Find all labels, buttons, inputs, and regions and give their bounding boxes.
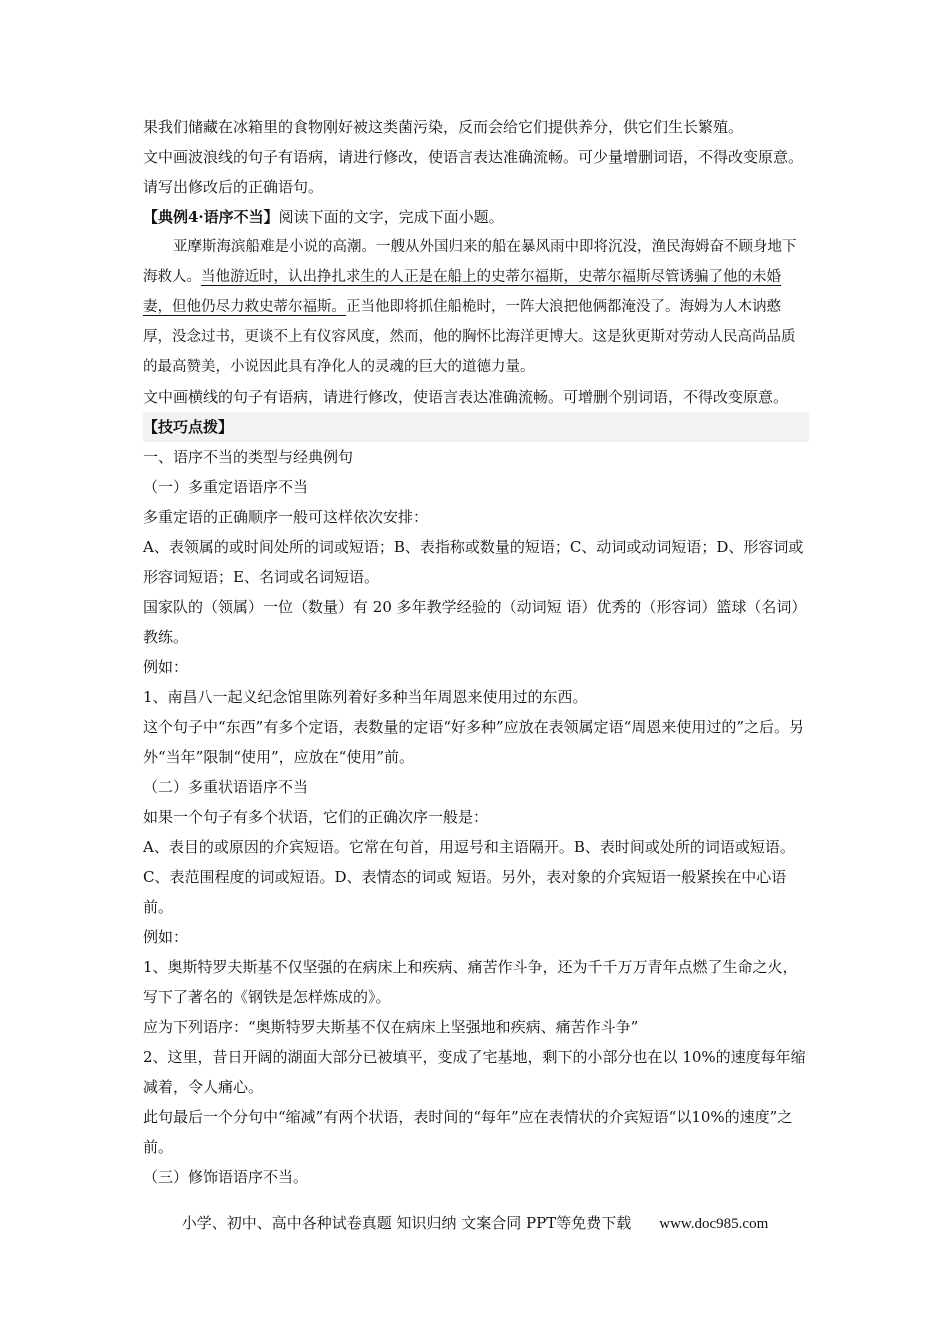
subsection-modifier: （三）修饰语语序不当。: [143, 1168, 309, 1186]
document-body: [143, 112, 809, 1192]
question-wavy-line: 文中画波浪线的句子有语病，请进行修改，使语言表达准确流畅。可少量增删词语，不得改变原意。请写出修改后的正确语句。: [143, 148, 804, 196]
example-4-heading: [143, 202, 809, 232]
adverbial-example-1-note: 应为下列语序：“奥斯特罗夫斯基不仅在病床上坚强地和疾病、痛苦作斗争”: [143, 1018, 639, 1036]
attributive-intro: 多重定语的正确顺序一般可这样依次安排：: [143, 508, 429, 526]
subsection-adverbial: （二）多重状语语序不当: [143, 778, 309, 796]
example-label: 例如：: [143, 928, 189, 946]
adverbial-example-1: 1、奥斯特罗夫斯基不仅坚强的在病床上和疾病、痛苦作斗争，还为千千万万青年点燃了生命之火，写下了著名的《钢铁是怎样炼成的》。: [143, 958, 798, 1006]
attributive-order-list: A、表领属的或时间处所的词或短语；B、表指称或数量的短语；C、动词或动词短语；D、形容词或形容词短语；E、名词或名词短语。: [143, 538, 804, 586]
tips-heading: 【技巧点拨】: [143, 412, 809, 442]
section-1-title: 一、语序不当的类型与经典例句: [143, 448, 354, 466]
attributive-example-1-note: 这个句子中“东西”有多个定语，表数量的定语“好多种”应放在表领属定语“周恩来使用过的”之后。另外“当年”限制“使用”，应放在“使用”前。: [143, 718, 805, 766]
story-part-a: 亚摩斯海滨船难是小说的高潮。一艘从外国归来的船在暴风雨中即将沉没，渔民海姆奋不顾身地下海救人。: [143, 239, 797, 285]
adverbial-intro: 如果一个句子有多个状语，它们的正确次序一般是：: [143, 808, 489, 826]
paragraph-food-contamination: 果我们储藏在冰箱里的食物刚好被这类菌污染，反而会给它们提供养分，供它们生长繁殖。: [143, 118, 744, 136]
adverbial-example-2: 2、这里，昔日开阔的湖面大部分已被填平，变成了宅基地，剩下的小部分也在以 10%的速度每年缩减着，令人痛心。: [143, 1048, 806, 1096]
footer-site-link[interactable]: www.doc985.com: [659, 1216, 769, 1232]
story-passage: [143, 232, 809, 382]
example-label: 例如：: [143, 658, 189, 676]
adverbial-order-list: A、表目的或原因的介宾短语。它常在句首，用逗号和主语隔开。B、表时间或处所的词语或短语。C、表范围程度的词或短语。D、表情态的词或 短语。另外，表对象的介宾短语一般紧挨在中心语前。: [143, 838, 795, 916]
story-underlined-sentence: 当他游近时，认出挣扎求生的人正是在船上的史蒂尔福斯，史蒂尔福斯尽管诱骗了他的未婚妻，但他仍尽力救史蒂尔福斯。: [143, 269, 781, 315]
question-underline: 文中画横线的句子有语病，请进行修改，使语言表达准确流畅。可增删个别词语，不得改变原意。: [143, 388, 789, 406]
subsection-attributive: （一）多重定语语序不当: [143, 478, 309, 496]
example-4-intro: 阅读下面的文字，完成下面小题。: [278, 208, 504, 226]
example-4-title: 【典例4·语序不当】: [143, 208, 279, 226]
attributive-sample: 国家队的（领属）一位（数量）有 20 多年教学经验的（动词短 语）优秀的（形容词）篮球（名词）教练。: [143, 598, 807, 646]
adverbial-example-2-note: 此句最后一个分句中“缩减”有两个状语，表时间的“每年”应在表情状的介宾短语“以10%的速度”之前。: [143, 1108, 793, 1156]
footer-text: 小学、初中、高中各种试卷真题 知识归纳 文案合同 PPT等免费下载: [181, 1214, 632, 1232]
story-part-b: 正当他即将抓住船桅时，一阵大浪把他俩都淹没了。海姆为人木讷憨厚，没念过书，更谈不上有仪容风度，然而，他的胸怀比海洋更博大。这是狄更斯对劳动人民高尚品质的最高赞美，小说因此具有净化人的灵魂的巨大的道德力量。: [143, 299, 796, 375]
attributive-example-1: 1、南昌八一起义纪念馆里陈列着好多种当年周恩来使用过的东西。: [143, 688, 588, 706]
page-footer: [0, 1208, 950, 1239]
